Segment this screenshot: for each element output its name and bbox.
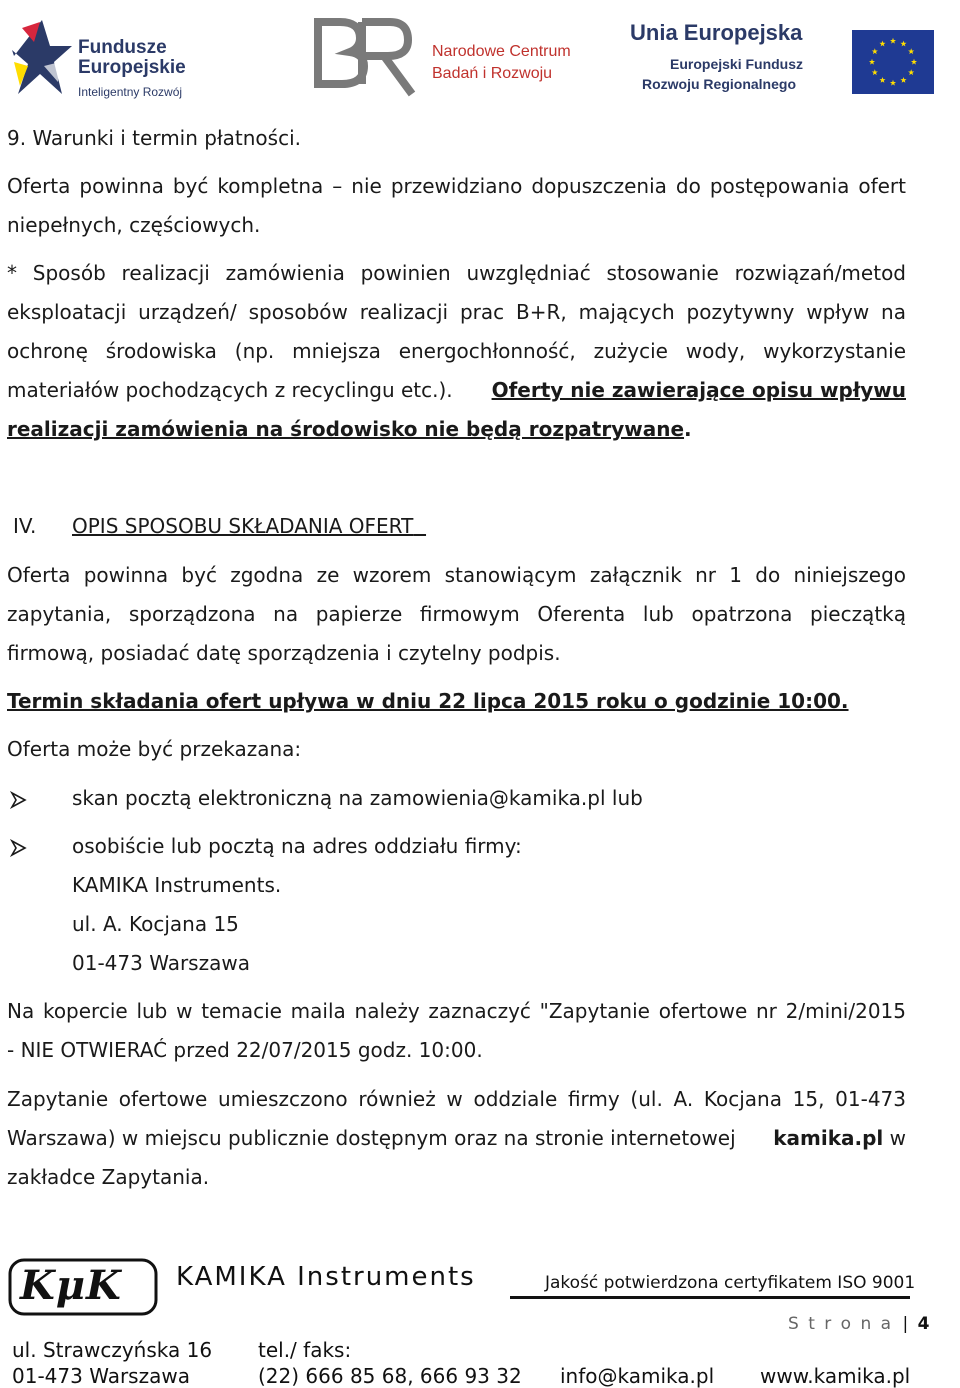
- section-9-p2-line2: eksploatacji urządzeń/ sposobów realizacji prac B+R, mających pozytywny wpływ na: [7, 300, 906, 324]
- fundusze-europejskie-logo: [10, 14, 220, 104]
- ncbr-line1: Narodowe Centrum: [432, 43, 571, 60]
- section-9-p2-line4: [7, 371, 906, 410]
- footer-phone-label: tel./ faks:: [258, 1338, 352, 1362]
- section-4-title: [72, 507, 426, 546]
- section-4-p1-line2: zapytania, sporządzona na papierze firmowym Oferenta lub opatrzona pieczątką: [7, 602, 906, 626]
- section-4-title-text: OPIS SPOSOBU SKŁADANIA OFERT: [72, 514, 414, 538]
- posted-line3: zakładce Zapytania.: [7, 1165, 210, 1189]
- posted-line2-text: Warszawa) w miejscu publicznie dostępnym oraz na stronie internetowej: [7, 1126, 736, 1150]
- footer-rule: [510, 1296, 910, 1299]
- section-9-p1-line1: Oferta powinna być kompletna – nie przewidziano dopuszczenia do postępowania ofert: [7, 174, 906, 198]
- envelope-note-line2: - NIE OTWIERAĆ przed 22/07/2015 godz. 10:00.: [7, 1038, 483, 1062]
- address-line3: 01-473 Warszawa: [72, 951, 250, 975]
- header-logos: [0, 0, 960, 112]
- ue-title: Unia Europejska: [630, 20, 803, 45]
- footer-city: 01-473 Warszawa: [12, 1364, 190, 1388]
- bullet-post: osobiście lub pocztą na adres oddziału firmy:: [72, 834, 522, 858]
- kuk-logo-text: KμK: [20, 1262, 122, 1309]
- bullet-arrow-icon: [10, 827, 28, 866]
- posted-line2-link-wrap: [773, 1119, 906, 1158]
- posted-line2-end: w: [889, 1126, 906, 1150]
- fe-line1: Fundusze: [78, 37, 167, 58]
- footer-iso: Jakość potwierdzona certyfikatem ISO 9001: [545, 1273, 916, 1293]
- bullet-arrow-icon: [10, 779, 28, 818]
- page-separator: |: [902, 1314, 909, 1334]
- kamika-link[interactable]: kamika.pl: [773, 1126, 884, 1150]
- ncbr-logo: [312, 14, 582, 104]
- deadline-notice: Termin składania ofert upływa w dniu 22 lipca 2015 roku o godzinie 10:00.: [7, 689, 849, 713]
- ncbr-br-icon: [312, 14, 422, 100]
- footer-web[interactable]: www.kamika.pl: [760, 1364, 911, 1388]
- section-9-p2-line1: * Sposób realizacji zamówienia powinien uwzględniać stosowanie rozwiązań/metod: [7, 261, 906, 285]
- footer-email[interactable]: info@kamika.pl: [560, 1364, 715, 1388]
- page-indicator: [788, 1314, 929, 1334]
- ue-line2: Europejski Fundusz: [670, 56, 804, 72]
- bullet-email: skan pocztą elektroniczną na zamowienia@kamika.pl lub: [72, 786, 643, 810]
- section-4-p1-line3: firmową, posiadać datę sporządzenia i czytelny podpis.: [7, 641, 561, 665]
- fe-line3: Inteligentny Rozwój: [78, 85, 183, 99]
- ncbr-line2: Badań i Rozwoju: [432, 65, 553, 82]
- fe-star-icon: [10, 16, 74, 100]
- footer-company: KAMIKA Instruments: [176, 1262, 476, 1292]
- section-4-p1-line1: Oferta powinna być zgodna ze wzorem stanowiącym załącznik nr 1 do niniejszego: [7, 563, 906, 587]
- page-number: 4: [917, 1314, 930, 1334]
- fe-line2: Europejskie: [78, 57, 186, 78]
- may-be-submitted: Oferta może być przekazana:: [7, 737, 302, 761]
- footer-street: ul. Strawczyńska 16: [12, 1338, 213, 1362]
- section-9-p1-line2: niepełnych, częściowych.: [7, 213, 261, 237]
- section-9-p2-line4b: Oferty nie zawierające opisu wpływu: [491, 378, 906, 402]
- footer: [0, 1250, 960, 1388]
- section-4-number: IV.: [13, 514, 37, 538]
- envelope-note-line1: Na kopercie lub w temacie maila należy zaznaczyć "Zapytanie ofertowe nr 2/mini/2015: [7, 999, 906, 1023]
- section-9-p2-line5: [7, 410, 906, 449]
- posted-line2: [7, 1119, 906, 1158]
- section-9-p2-line3: ochronę środowiska (np. mniejsza energochłonność, zużycie wody, wykorzystanie: [7, 339, 906, 363]
- section-9-p2-line4a: materiałów pochodzących z recyclingu etc.).: [7, 378, 453, 402]
- section-9-heading: 9. Warunki i termin płatności.: [7, 126, 301, 150]
- page-label: S t r o n a: [788, 1314, 894, 1334]
- ue-line3: Rozwoju Regionalnego: [642, 76, 796, 92]
- eu-flag-icon: [852, 30, 934, 94]
- footer-phones: (22) 666 85 68, 666 93 32: [258, 1364, 522, 1388]
- posted-line1: Zapytanie ofertowe umieszczono również w oddziale firmy (ul. A. Kocjana 15, 01-473: [7, 1087, 906, 1111]
- address-line2: ul. A. Kocjana 15: [72, 912, 239, 936]
- section-9-p2-line5-dot: .: [684, 417, 692, 441]
- section-9-p2-line5-text: realizacji zamówienia na środowisko nie będą rozpatrywane: [7, 417, 685, 441]
- address-line1: KAMIKA Instruments.: [72, 873, 282, 897]
- ue-logo: [630, 18, 940, 102]
